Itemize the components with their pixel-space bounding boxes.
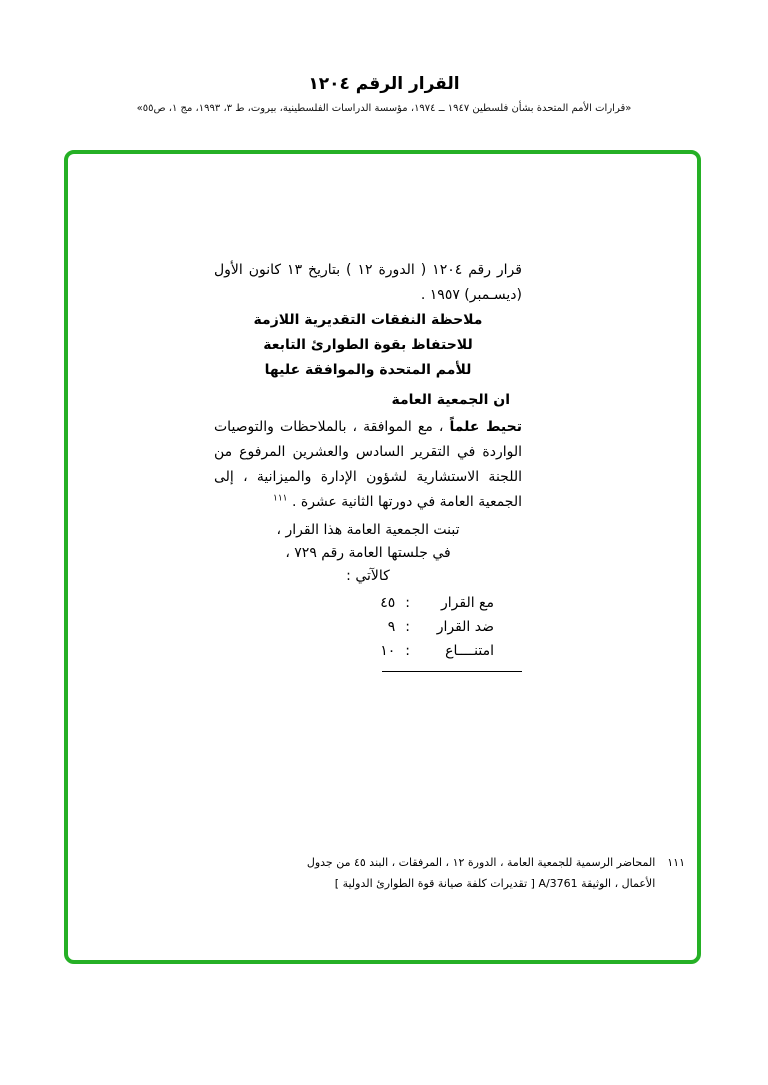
adoption-line-2: في جلستها العامة رقم ٧٢٩ ،: [285, 545, 451, 561]
resolution-date-line: قرار رقم ١٢٠٤ ( الدورة ١٢ ) بتاريخ ١٣ كانون الأول (ديسـمبر) ١٩٥٧ .: [214, 262, 522, 303]
resolution-paragraph: [214, 415, 522, 515]
document-header: [0, 74, 768, 114]
resolution-title-line-2: للاحتفاظ بقوة الطوارئ التابعة: [263, 337, 473, 353]
vote-colon: :: [405, 643, 410, 659]
vote-label: ضد القرار: [436, 619, 494, 635]
citation-line: «قرارات الأمم المتحدة بشأن فلسطين ١٩٤٧ ــ ١٩٧٤، مؤسسة الدراسات الفلسطينية، بيروت، ط ٣، ١٩٩٣، مج ١، ص٥٥»: [136, 103, 632, 114]
footnote-number: ١١١: [667, 856, 685, 869]
resolution-title: [214, 308, 522, 383]
vote-colon: :: [405, 595, 410, 611]
vote-value: ٤٥: [380, 595, 396, 611]
adoption-note: [214, 519, 522, 588]
resolution-title-line-3: للأمم المتحدة والموافقة عليها: [264, 362, 472, 378]
vote-row-against: [214, 615, 494, 639]
vote-tally: [214, 591, 522, 663]
paragraph-rest: ، مع الموافقة ، بالملاحظات والتوصيات الواردة في التقرير السادس والعشرين المرفوع من اللجنة الاستشارية لشؤون الإدارة والميزانية ، إلى الجمعية العامة في دورتها الثانية عشرة .: [214, 419, 522, 510]
green-frame: [64, 150, 701, 964]
adoption-line-3: كالآتي :: [346, 568, 390, 584]
vote-label: امتنــــاع: [445, 643, 494, 659]
paragraph-lead: تحيط علماً: [449, 419, 522, 435]
adoption-line-1: تبنت الجمعية العامة هذا القرار ،: [276, 522, 460, 538]
vote-colon: :: [405, 619, 410, 635]
vote-value: ١٠: [380, 643, 396, 659]
footnote-text: المحاضر الرسمية للجمعية العامة ، الدورة ١٢ ، المرفقات ، البند ٤٥ من جدول الأعمال ، الوثيقة A/3761 [ تقديرات كلفة صيانة قوة الطوارئ الدولية ]: [306, 856, 656, 890]
resolution-title-line-1: ملاحظة النفقات التقديرية اللازمة: [253, 312, 483, 328]
vote-value: ٩: [387, 619, 396, 635]
footnote: [301, 852, 685, 894]
vote-row-abstain: [214, 639, 494, 663]
assembly-opening: ان الجمعية العامة: [391, 392, 510, 408]
vote-label: مع القرار: [440, 595, 494, 611]
footnote-divider: [382, 671, 522, 672]
resolution-body: [214, 258, 522, 672]
page-title: القرار الرقم ١٢٠٤: [308, 74, 460, 94]
vote-row-for: [214, 591, 494, 615]
footnote-ref-mark: ١١١: [273, 493, 288, 504]
